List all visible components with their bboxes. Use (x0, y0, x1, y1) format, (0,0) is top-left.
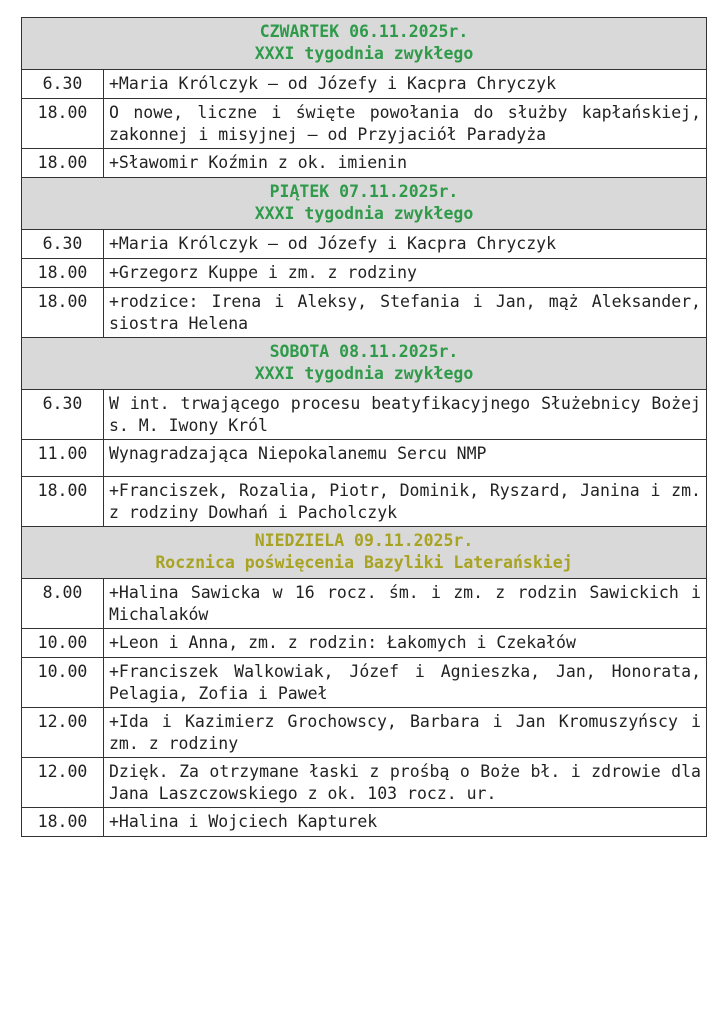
mass-row (22, 658, 707, 708)
day-subtitle: XXXI tygodnia zwykłego (254, 44, 474, 63)
mass-time: 12.00 (22, 758, 104, 808)
day-header (22, 18, 707, 70)
day-section-sunday (22, 527, 707, 837)
mass-time: 10.00 (22, 629, 104, 658)
mass-intention: +Franciszek, Rozalia, Piotr, Dominik, Ryszard, Janina i zm. z rodziny Dowhań i Pacholczyk (104, 477, 707, 527)
mass-time: 18.00 (22, 477, 104, 527)
mass-intention: +Halina i Wojciech Kapturek (104, 808, 707, 837)
mass-intention: +rodzice: Irena i Aleksy, Stefania i Jan, mąż Aleksander, siostra Helena (104, 288, 707, 338)
day-title: SOBOTA 08.11.2025r. (269, 342, 459, 361)
mass-row (22, 70, 707, 99)
mass-row (22, 579, 707, 629)
day-subtitle: XXXI tygodnia zwykłego (254, 364, 474, 383)
mass-row (22, 808, 707, 837)
mass-time: 18.00 (22, 288, 104, 338)
mass-intention: +Maria Królczyk – od Józefy i Kacpra Chryczyk (104, 70, 707, 99)
mass-time: 18.00 (22, 259, 104, 288)
mass-time: 18.00 (22, 149, 104, 178)
mass-row (22, 629, 707, 658)
day-title: NIEDZIELA 09.11.2025r. (254, 531, 474, 550)
mass-row (22, 99, 707, 149)
day-title: PIĄTEK 07.11.2025r. (269, 182, 459, 201)
mass-schedule-table (21, 17, 707, 837)
mass-row (22, 259, 707, 288)
day-section-friday (22, 178, 707, 338)
mass-intention: +Halina Sawicka w 16 rocz. śm. i zm. z rodzin Sawickich i Michalaków (104, 579, 707, 629)
day-section-thursday (22, 18, 707, 178)
mass-intention: Wynagradzająca Niepokalanemu Sercu NMP (104, 440, 707, 477)
mass-row (22, 477, 707, 527)
mass-intention: +Leon i Anna, zm. z rodzin: Łakomych i Czekałów (104, 629, 707, 658)
mass-intention: Dzięk. Za otrzymane łaski z prośbą o Boże bł. i zdrowie dla Jana Laszczowskiego z ok. 103 rocz. ur. (104, 758, 707, 808)
mass-intention: +Ida i Kazimierz Grochowscy, Barbara i Jan Kromuszyńscy i zm. z rodziny (104, 708, 707, 758)
mass-time: 11.00 (22, 440, 104, 477)
mass-row (22, 390, 707, 440)
mass-time: 6.30 (22, 230, 104, 259)
day-header (22, 338, 707, 390)
day-subtitle: XXXI tygodnia zwykłego (254, 204, 474, 223)
mass-time: 10.00 (22, 658, 104, 708)
mass-intention: +Sławomir Koźmin z ok. imienin (104, 149, 707, 178)
mass-time: 18.00 (22, 808, 104, 837)
mass-time: 12.00 (22, 708, 104, 758)
mass-row (22, 440, 707, 477)
mass-intention: O nowe, liczne i święte powołania do służby kapłańskiej, zakonnej i misyjnej – od Przyjaciół Paradyża (104, 99, 707, 149)
mass-time: 6.30 (22, 390, 104, 440)
day-subtitle: Rocznica poświęcenia Bazyliki Laterańskiej (155, 553, 573, 572)
mass-intention: +Franciszek Walkowiak, Józef i Agnieszka, Jan, Honorata, Pelagia, Zofia i Paweł (104, 658, 707, 708)
mass-row (22, 288, 707, 338)
day-title: CZWARTEK 06.11.2025r. (259, 22, 469, 41)
day-header (22, 527, 707, 579)
mass-intention: W int. trwającego procesu beatyfikacyjnego Służebnicy Bożej s. M. Iwony Król (104, 390, 707, 440)
mass-row (22, 149, 707, 178)
mass-time: 18.00 (22, 99, 104, 149)
mass-row (22, 230, 707, 259)
mass-intention: +Maria Królczyk – od Józefy i Kacpra Chryczyk (104, 230, 707, 259)
day-header (22, 178, 707, 230)
day-section-saturday (22, 338, 707, 527)
mass-time: 8.00 (22, 579, 104, 629)
mass-time: 6.30 (22, 70, 104, 99)
mass-row (22, 758, 707, 808)
mass-row (22, 708, 707, 758)
mass-intention: +Grzegorz Kuppe i zm. z rodziny (104, 259, 707, 288)
